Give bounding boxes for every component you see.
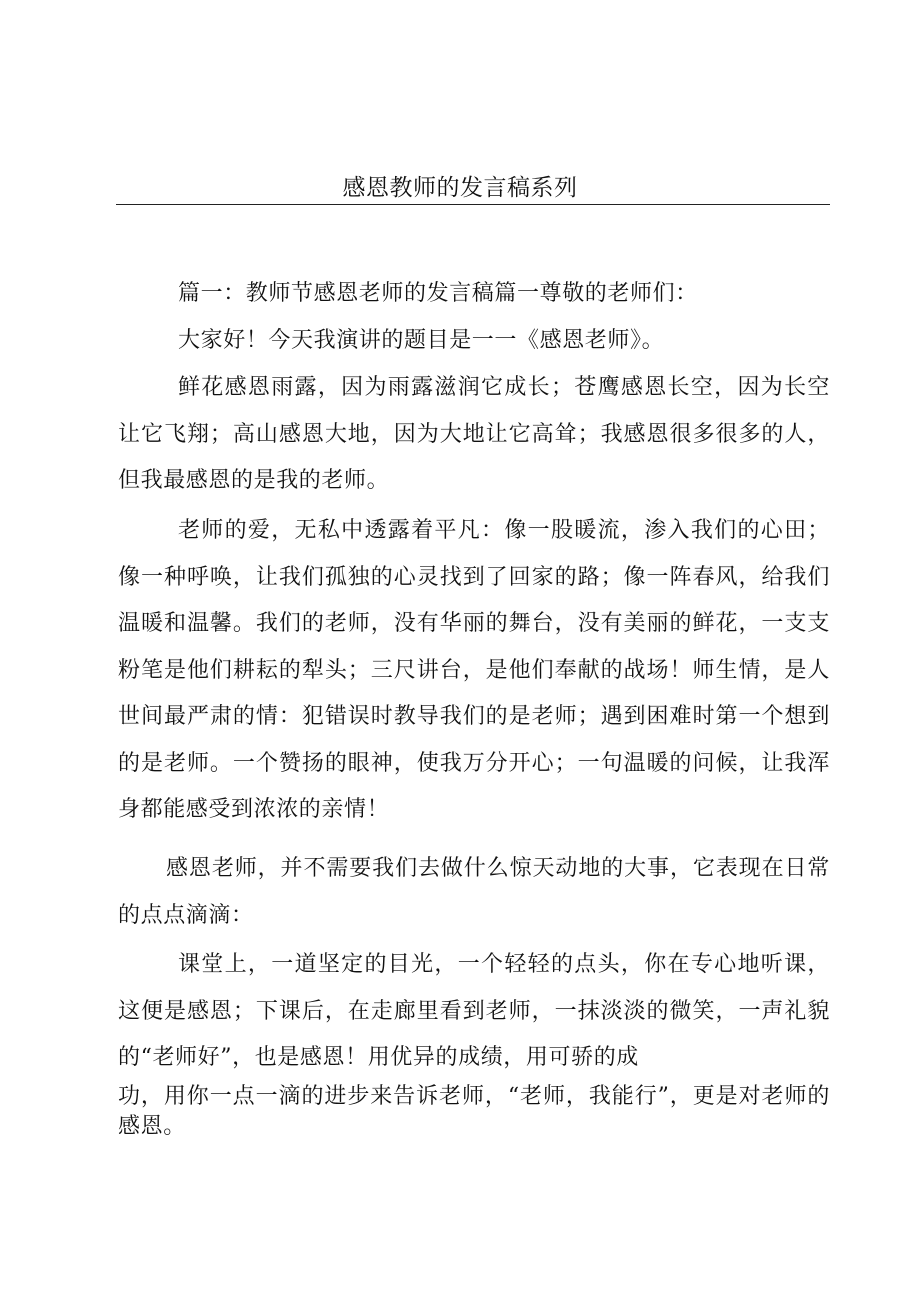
- paragraph-4: 老师的爱，无私中透露着平凡：像一股暖流，渗入我们的心田；像一种呼唤，让我们孤独的心灵找到了回家的路；像一阵春风，给我们温暖和温馨。我们的老师，没有华丽的舞台，没有美丽的鲜花，一支支粉笔是他们耕耘的犁头；三尺讲台，是他们奉献的战场！师生情，是人世间最严肃的情：犯错误时教导我们的是老师；遇到困难时第一个想到的是老师。一个赞扬的眼神，使我万分开心；一句温暖的问候，让我浑身都能感受到浓浓的亲情！: [118, 518, 830, 822]
- paragraph-1: 篇一：教师节感恩老师的发言稿篇一尊敬的老师们：: [178, 281, 698, 306]
- title-underline: [116, 204, 830, 205]
- paragraph-5: 感恩老师，并不需要我们去做什么惊天动地的大事，它表现在日常的点点滴滴：: [118, 856, 830, 928]
- page-title: 感恩教师的发言稿系列: [342, 175, 578, 201]
- paragraph-6: 课堂上，一道坚定的目光，一个轻轻的点头，你在专心地听课，这便是感恩；下课后，在走廊里看到老师，一抹淡淡的微笑，一声礼貌的“老师好”，也是感恩！用优异的成绩，用可骄的成: [118, 952, 830, 1070]
- paragraph-7: 功，用你一点一滴的进步来告诉老师，“老师，我能行”，更是对老师的感恩。: [118, 1084, 830, 1139]
- paragraph-3: 鲜花感恩雨露，因为雨露滋润它成长；苍鹰感恩长空，因为长空让它飞翔；高山感恩大地，因为大地让它高耸；我感恩很多很多的人，但我最感恩的是我的老师。: [118, 375, 830, 493]
- paragraph-2: 大家好！今天我演讲的题目是一一《感恩老师》。: [178, 328, 665, 353]
